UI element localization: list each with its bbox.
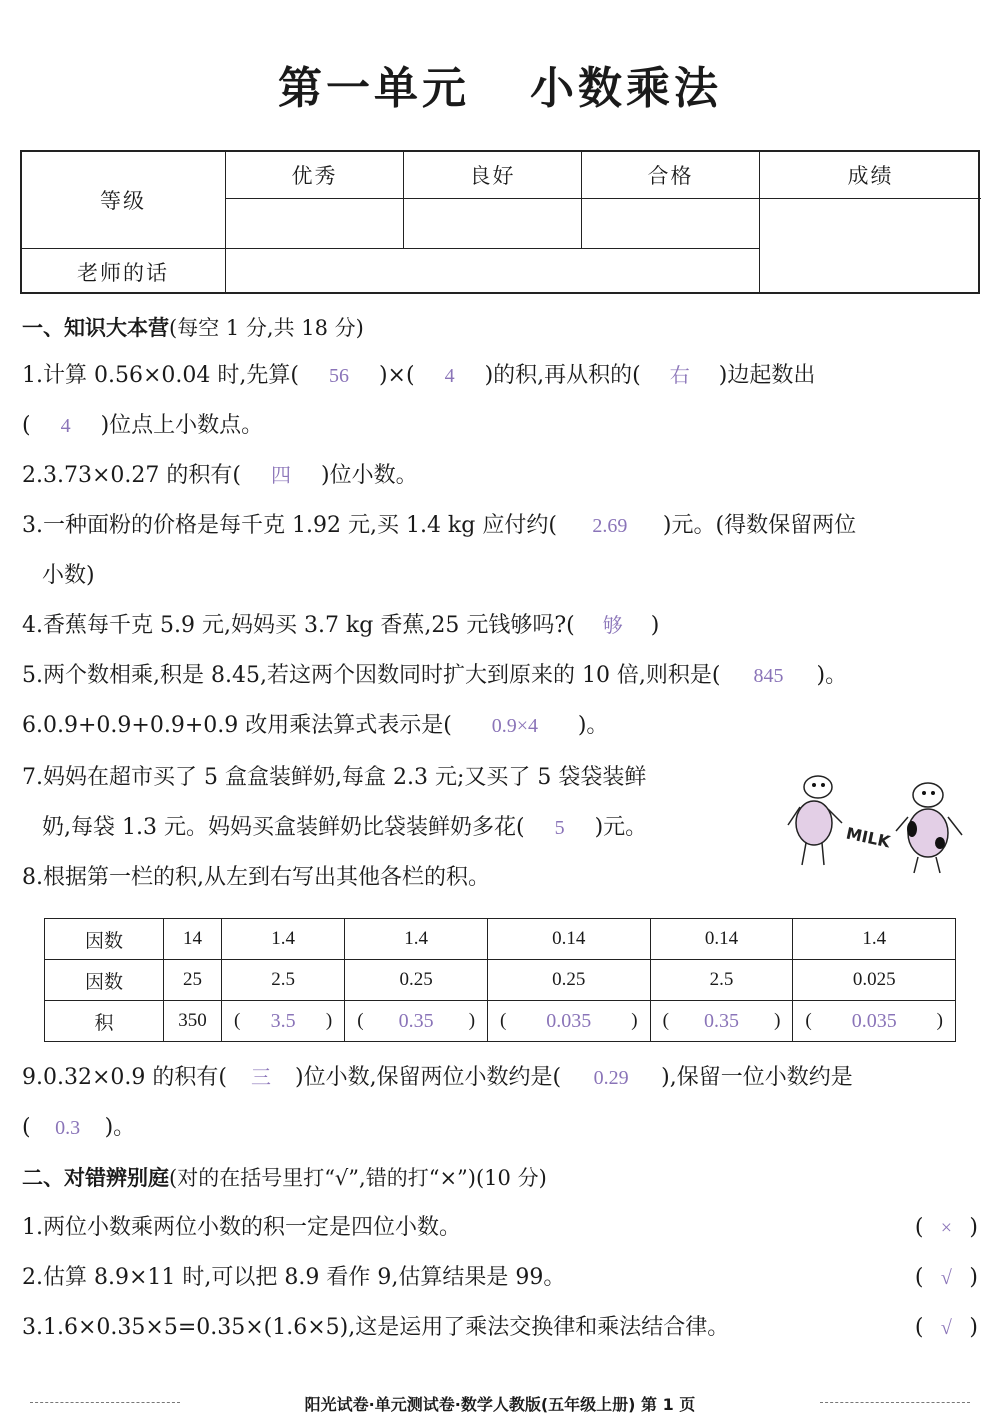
question-2: 2.3.73×0.27 的积有( 四 )位小数。 [22,460,418,492]
table-cell: 0.14 [488,919,651,960]
question-3: 3.一种面粉的价格是每千克 1.92 元,买 1.4 kg 应付约( 2.69 )元。(得数保留两位 [22,510,856,542]
answer: 4 [60,415,71,437]
judge-answer-1: ( × ) [915,1212,978,1244]
teacher-label-cell: 老师的话 [21,248,226,294]
table-cell: ( 0.035 ) [793,1001,956,1042]
unit-topic: 小数乘法 [530,63,722,114]
question-7-cont: 奶,每袋 1.3 元。妈妈买盒装鲜奶比袋装鲜奶多花( 5 )元。 [42,812,647,844]
table-cell: 2.5 [650,960,793,1001]
table-cell: 0.025 [793,960,956,1001]
answer: 5 [554,817,565,839]
answer: 0.035 [546,1009,592,1032]
answer: 56 [328,365,349,387]
teacher-comment-box [225,248,759,294]
unit-number: 第一单元 [278,63,470,114]
answer: 三 [250,1067,271,1089]
table-cell: ( 0.35 ) [650,1001,793,1042]
answer: 右 [669,365,690,387]
answer: 4 [444,365,455,387]
answer: 0.35 [703,1009,739,1032]
question-6: 6.0.9+0.9+0.9+0.9 改用乘法算式表示是( 0.9×4 )。 [22,710,608,742]
answer: 0.035 [851,1009,897,1032]
table-cell: 1.4 [793,919,956,960]
answer: 够 [602,615,623,637]
answer: 0.35 [398,1009,434,1032]
table-row [45,919,956,960]
question-4: 4.香蕉每千克 5.9 元,妈妈买 3.7 kg 香蕉,25 元钱够吗?( 够 ) [22,610,659,642]
table-cell: ( 0.35 ) [345,1001,488,1042]
answer: 0.3 [55,1117,81,1139]
milk-text: MILK [844,823,892,852]
judge-answer-3: ( √ ) [915,1312,978,1344]
section1-heading: 一、知识大本营(每空 1 分,共 18 分) [22,316,364,340]
table-cell: 350 [164,1001,222,1042]
table-cell: 1.4 [222,919,345,960]
grade-table [20,150,980,294]
question-1-cont: ( 4 )位点上小数点。 [22,410,263,442]
judge-item-1: 1.两位小数乘两位小数的积一定是四位小数。 [22,1215,461,1240]
judge-answer-2: ( √ ) [915,1262,978,1294]
excellent-box [225,198,403,248]
answer: 四 [270,465,291,487]
table-cell: 因数 [45,919,164,960]
question-9-cont: ( 0.3 )。 [22,1112,135,1144]
pass-box [581,198,759,248]
question-9: 9.0.32×0.9 的积有( 三 )位小数,保留两位小数约是( 0.29 ),保留一位小数约是 [22,1062,853,1094]
judge-item-3: 3.1.6×0.35×5=0.35×(1.6×5),这是运用了乘法交换律和乘法结合律。 [22,1315,730,1340]
level-pass: 合格 [581,151,759,199]
table-cell: 14 [164,919,222,960]
score-label: 成绩 [759,151,981,199]
answer: 2.69 [592,515,628,537]
grade-label-cell: 等级 [100,188,146,213]
table-cell: 因数 [45,960,164,1001]
table-cell: 25 [164,960,222,1001]
answer: 845 [753,665,784,687]
section2-heading: 二、对错辨别庭(对的在括号里打“√”,错的打“×”)(10 分) [22,1166,547,1190]
factor-table [44,918,956,1042]
level-excellent: 优秀 [225,151,403,199]
answer: 0.9×4 [491,715,538,737]
table-row [45,1001,956,1042]
table-cell: 0.25 [345,960,488,1001]
table-cell: 0.14 [650,919,793,960]
answer: × [940,1217,953,1239]
question-8: 8.根据第一栏的积,从左到右写出其他各栏的积。 [22,865,490,890]
answer: √ [940,1317,952,1339]
answer: 0.29 [593,1067,629,1089]
table-cell: 1.4 [345,919,488,960]
good-box [403,198,581,248]
question-5: 5.两个数相乘,积是 8.45,若这两个因数同时扩大到原来的 10 倍,则积是( 845 )。 [22,660,847,692]
question-7: 7.妈妈在超市买了 5 盒盒装鲜奶,每盒 2.3 元;又买了 5 袋袋装鲜 [22,765,647,790]
answer: 3.5 [270,1009,296,1032]
table-cell: ( 0.035 ) [488,1001,651,1042]
cows-milk-illustration [778,765,978,885]
page-footer: 阳光试卷·单元测试卷·数学人教版(五年级上册) 第 1 页 [30,1392,970,1415]
level-good: 良好 [403,151,581,199]
judge-item-2: 2.估算 8.9×11 时,可以把 8.9 看作 9,估算结果是 99。 [22,1265,566,1290]
score-box [759,198,981,294]
table-row [45,960,956,1001]
table-cell: 0.25 [488,960,651,1001]
question-1: 1.计算 0.56×0.04 时,先算( 56 )×( 4 )的积,再从积的( 右 )边起数出 [22,360,815,392]
question-3-cont: 小数) [42,563,95,588]
table-cell: 2.5 [222,960,345,1001]
answer: √ [940,1267,952,1289]
page-title [0,52,1000,116]
table-cell: 积 [45,1001,164,1042]
table-cell: ( 3.5 ) [222,1001,345,1042]
